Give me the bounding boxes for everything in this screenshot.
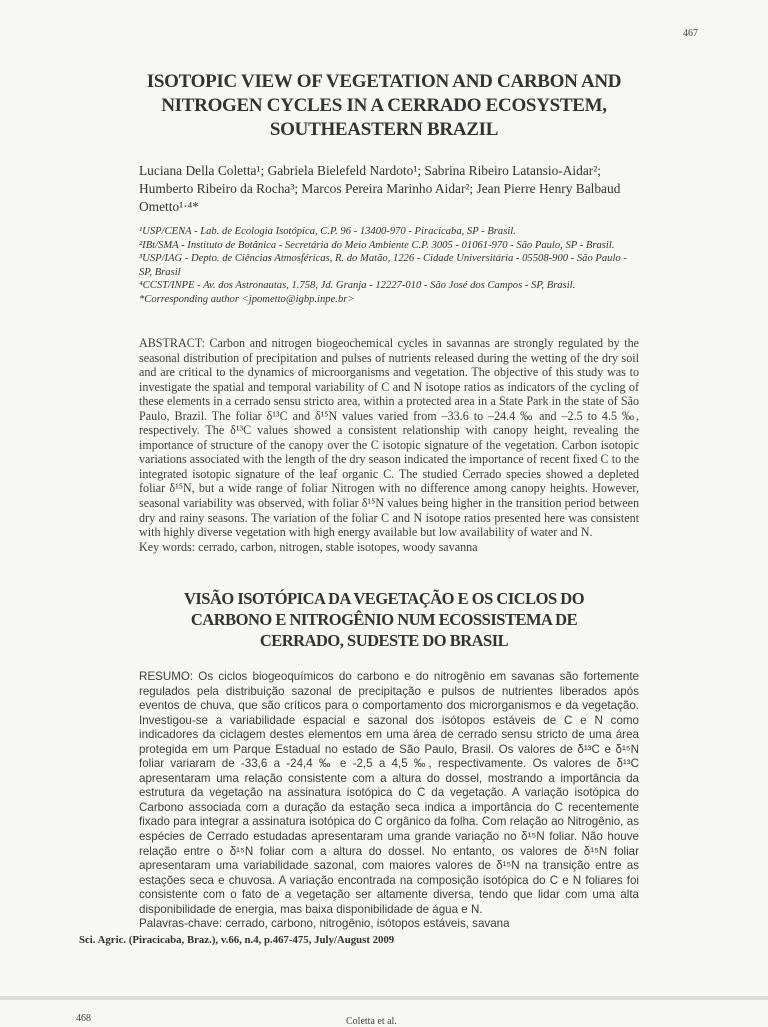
affiliation: ³USP/IAG - Depto. de Ciências Atmosféricas, R. do Matão, 1226 - Cidade Universitária - 05508-900 - São Paulo - SP, Brasil [139,253,627,278]
author-line: Humberto Ribeiro da Rocha³; Marcos Pereira Marinho Aidar²; Jean Pierre Henry Balbaud [139,181,621,196]
abstract-block [139,336,639,554]
author-line: Luciana Della Coletta¹; Gabriela Bielefeld Nardoto¹; Sabrina Ribeiro Latansio-Aidar²; [139,163,601,178]
keywords: Key words: cerrado, carbon, nitrogen, stable isotopes, woody savanna [139,539,478,554]
title-pt-line: VISÃO ISOTÓPICA DA VEGETAÇÃO E OS CICLOS DO [183,589,585,608]
title-line: ISOTOPIC VIEW OF VEGETATION AND CARBON AND [146,71,622,92]
corresponding-author: *Corresponding author <jpometto@igbp.inpe.br> [139,293,355,305]
affiliation: ²IBt/SMA - Instituto de Botânica - Secretária do Meio Ambiente C.P. 3005 - 01061-970 - São Paulo, SP - Brasil. [139,239,615,251]
resumo-text: RESUMO: Os ciclos biogeoquímicos do carbono e do nitrogênio em savanas são fortemente regulados pela distribuição sazonal de precipitação e pulsos de nutrientes liberados após eventos de chuva, que são críticos para o comportamento dos microrganismos e da vegetação. Investigou-se a variabilidade espacial e sazonal dos isótopos estáveis de C e N como indicadores da ciclagem destes elementos em uma área de cerrado sensu stricto de uma área protegida em um Parque Estadual no estado de São Paulo, Brasil. Os valores de δ¹³C e δ¹⁵N foliar variaram de -33,6 a -24,4 ‰ e -2,5 a 4,5 ‰, respectivamente. Os valores de δ¹³C apresentaram uma relação consistente com a altura do dossel, mostrando a importância da estrutura da vegetação na assinatura isotópica do C da vegetação. A variação isotópica do Carbono associada com a duração da estação seca indica a importância do C recentemente fixado para integrar a assinatura isotópica do C orgânico da folha. Com relação ao Nitrogênio, as espécies de Cerrado estudadas apresentaram uma grande variação no δ¹⁵N foliar. Não houve relação entre o δ¹⁵N foliar com a altura do dossel. No entanto, os valores de δ¹⁵N foliar apresentaram uma variabilidade sazonal, com maiores valores de δ¹⁵N na transição entre as estações seca e chuvosa. A variação encontrada na composição isotópica do C e N foliares foi consistente com o fato de a vegetação ser altamente diversa, tendo que lidar com uma alta disponibilidade de energia, mas baixa disponibilidade de água e N. [139,670,639,916]
resumo-block [139,670,639,932]
author-line: Ometto¹·⁴* [139,199,200,214]
title-line: NITROGEN CYCLES IN A CERRADO ECOSYSTEM, [161,95,607,116]
page-number-bottom: 468 [76,1013,91,1024]
author-list [139,162,639,216]
portuguese-title [150,588,618,651]
affiliation: ¹USP/CENA - Lab. de Ecologia Isotópica, C.P. 96 - 13400-970 - Piracicaba, SP - Brasil. [139,226,516,237]
abstract-text: ABSTRACT: Carbon and nitrogen biogeochemical cycles in savannas are strongly regulated by the seasonal distribution of precipitation and pulses of nutrients released during the wetting of the dry soil and are critical to the dynamics of microorganisms and vegetation. The objective of this study was to investigate the spatial and temporal variability of C and N isotope ratios as indicators of the cycling of these elements in a cerrado sensu stricto area, within a protected area in a State Park in the state of São Paulo, Brazil. The foliar δ¹³C and δ¹⁵N values varied from –33.6 to –24.4 ‰ and –2.5 to 4.5 ‰, respectively. The δ¹³C values showed a consistent relationship with canopy height, revealing the importance of structure of the canopy over the C isotopic signature of the vegetation. Carbon isotopic variations associated with the length of the dry season indicated the importance of recent fixed C to the integrated isotopic signature of the leaf organic C. The studied Cerrado species showed a depleted foliar δ¹⁵N, but a wide range of foliar Nitrogen with no difference among canopy heights. However, seasonal variability was observed, with foliar δ¹⁵N values being higher in the transition period between dry and rainy seasons. The variation of the foliar C and N isotope ratios presented here was consistent with highly diverse vegetation with high energy available but low availability of water and N. [139,336,639,540]
title-line: SOUTHEASTERN BRAZIL [269,119,499,140]
page-divider [0,996,768,1000]
journal-citation: Sci. Agric. (Piracicaba, Braz.), v.66, n.4, p.467-475, July/August 2009 [79,934,395,946]
palavras-chave: Palavras-chave: cerrado, carbono, nitrogênio, isótopos estáveis, savana [139,917,510,931]
paper-title [120,70,648,142]
page-number-top: 467 [683,28,698,39]
running-head: Coletta et al. [346,1016,397,1027]
title-pt-line: CARBONO E NITROGÊNIO NUM ECOSSISTEMA DE [190,610,578,629]
title-pt-line: CERRADO, SUDESTE DO BRASIL [259,631,509,650]
affiliations [139,225,639,307]
affiliation: ⁴CCST/INPE - Av. dos Astronautas, 1.758, Jd. Granja - 12227-010 - São José dos Campos - SP, Brasil. [139,280,576,292]
